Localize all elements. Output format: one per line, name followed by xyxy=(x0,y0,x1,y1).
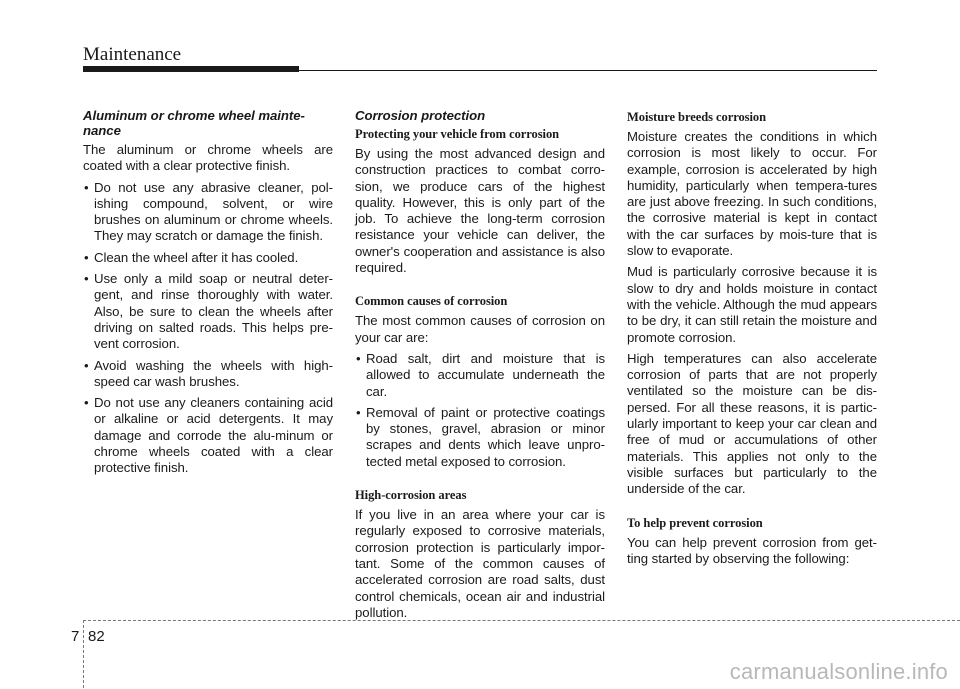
section-title-wheel-maintenance: Aluminum or chrome wheel mainte-nance xyxy=(83,108,305,138)
list-item: • Avoid washing the wheels with high-speed car wash brushes. xyxy=(83,358,333,391)
page-header-title: Maintenance xyxy=(83,44,182,65)
list-item: • Removal of paint or protective coatings by stones, gravel, abrasion or minor scrapes and dents which leave unpro-tected metal exposed to corrosion. xyxy=(355,405,605,470)
footer-horizontal-rule xyxy=(83,620,960,621)
column-corrosion-protection xyxy=(355,108,605,626)
wheel-intro-paragraph: The aluminum or chrome wheels are coated with a clear protective finish. xyxy=(83,142,333,174)
header-rule xyxy=(299,70,877,71)
subheading-moisture: Moisture breeds corrosion xyxy=(627,110,767,124)
moisture-paragraph: Moisture creates the conditions in which corrosion is most likely to occur. For example, corrosion is accelerated by high humidity, particularly when tempera-tures are just above freezing. In such conditions, the corrosive material is kept in contact with the car surfaces by mois-ture that is slow to evaporate. xyxy=(627,129,877,259)
protecting-paragraph: By using the most advanced design and construction practices to combat corro-sion, we produce cars of the highest quality. However, this is only part of the job. To achieve the long-term corrosion resistance your vehicle can deliver, the owner's cooperation and assistance is also required. xyxy=(355,146,605,276)
causes-bullet-list xyxy=(355,351,605,470)
column-wheel-maintenance xyxy=(83,108,333,482)
high-temperature-paragraph: High temperatures can also accelerate corrosion of parts that are not properly ventilated so the moisture can be dis-persed. For all these reasons, it is partic-ularly important to keep your car clean and free of mud or accumulations of other materials. This applies not only to the visible surfaces but particularly to the underside of the car. xyxy=(627,350,877,497)
wheel-bullet-list xyxy=(83,180,333,477)
list-item: • Clean the wheel after it has cooled. xyxy=(83,250,333,266)
list-item: • Use only a mild soap or neutral deter-gent, and rinse thoroughly with water. Also, be sure to clean the wheels after driving on salted roads. This helps pre-vent corrosion. xyxy=(83,271,333,352)
subheading-prevent-corrosion: To help prevent corrosion xyxy=(627,515,763,530)
section-title-corrosion: Corrosion protection xyxy=(355,108,486,123)
high-corrosion-paragraph: If you live in an area where your car is regularly exposed to corrosive materials, corrosion protection is particularly impor-tant. Some of the common causes of accelerated corrosion are road salts, dust control chemicals, ocean air and industrial pollution. xyxy=(355,507,605,620)
header-bar xyxy=(83,66,299,72)
list-item: • Road salt, dirt and moisture that is allowed to accumulate underneath the car. xyxy=(355,351,605,400)
list-item: • Do not use any abrasive cleaner, pol-ishing compound, solvent, or wire brushes on aluminum or chrome wheels. They may scratch or damage the finish. xyxy=(83,180,333,245)
page-number: 82 xyxy=(88,628,105,645)
footer-vertical-rule xyxy=(83,620,84,688)
column-moisture xyxy=(627,110,877,572)
watermark: carmanualsonline.info xyxy=(729,659,948,684)
subheading-common-causes: Common causes of corrosion xyxy=(355,294,508,309)
prevent-paragraph: You can help prevent corrosion from get-ting started by observing the following: xyxy=(627,534,877,566)
list-item: • Do not use any cleaners containing acid or alkaline or acid detergents. It may damage and corrode the alu-minum or chrome wheels coated with a clear protective finish. xyxy=(83,395,333,476)
mud-paragraph: Mud is particularly corrosive because it is slow to dry and holds moisture in contact with the vehicle. Although the mud appears to be dry, it can still retain the moisture and promote corrosion. xyxy=(627,264,877,345)
common-causes-paragraph: The most common causes of corrosion on your car are: xyxy=(355,313,605,345)
subheading-protecting-vehicle: Protecting your vehicle from corrosion xyxy=(355,127,560,141)
chapter-number: 7 xyxy=(71,628,80,645)
subheading-high-corrosion-areas: High-corrosion areas xyxy=(355,488,467,503)
